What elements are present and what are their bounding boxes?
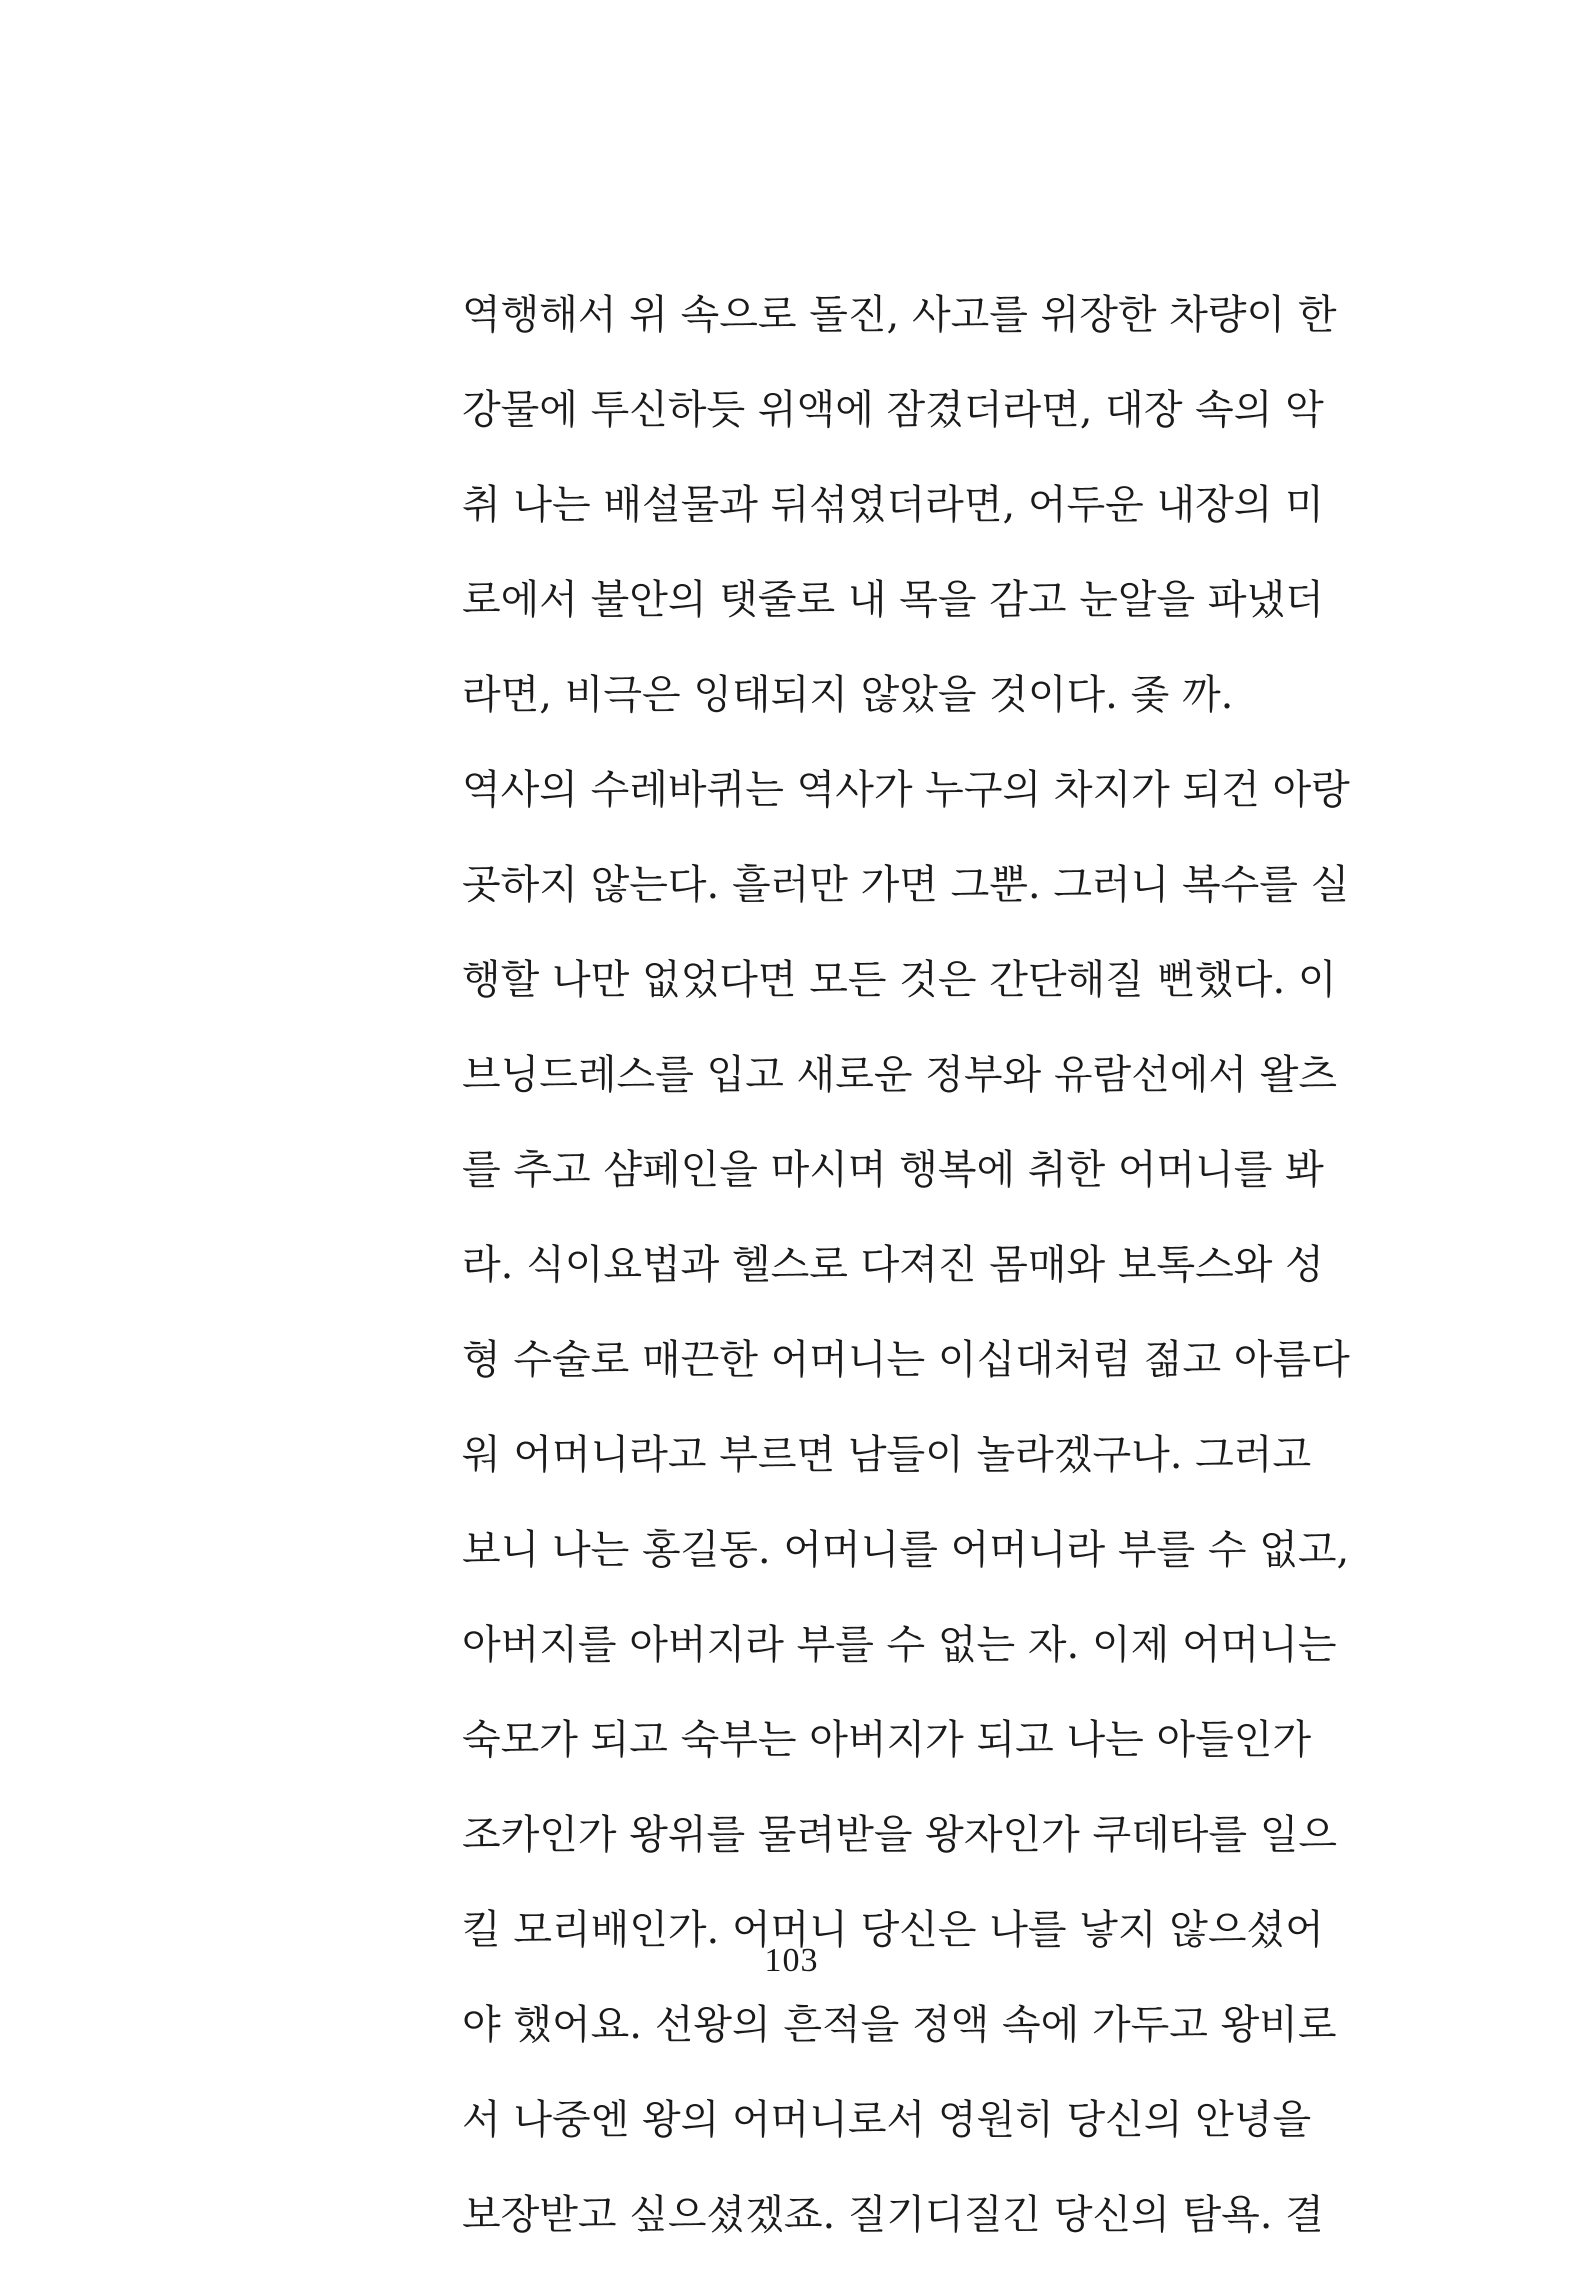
- text-line: 보장받고 싶으셨겠죠. 질기디질긴 당신의 탐욕. 결: [462, 2192, 1324, 2238]
- text-line: 보니 나는 홍길동. 어머니를 어머니라 부를 수 없고,: [462, 1527, 1350, 1573]
- text-line: 워 어머니라고 부르면 남들이 놀라겠구나. 그러고: [462, 1432, 1312, 1478]
- text-line: 브닝드레스를 입고 새로운 정부와 유람선에서 왈츠: [462, 1052, 1338, 1098]
- text-line: 숙모가 되고 숙부는 아버지가 되고 나는 아들인가: [462, 1717, 1312, 1763]
- text-line: 서 나중엔 왕의 어머니로서 영원히 당신의 안녕을: [462, 2097, 1312, 2143]
- text-line: 라. 식이요법과 헬스로 다져진 몸매와 보톡스와 성: [462, 1242, 1324, 1288]
- text-line: 행할 나만 없었다면 모든 것은 간단해질 뻔했다. 이: [462, 957, 1337, 1003]
- text-line: 형 수술로 매끈한 어머니는 이십대처럼 젊고 아름다: [462, 1337, 1350, 1383]
- page-number: 103: [764, 1942, 819, 1979]
- text-line: 킬 모리배인가. 어머니 당신은 나를 낳지 않으셨어: [462, 1907, 1324, 1953]
- text-line: 조카인가 왕위를 물려받을 왕자인가 쿠데타를 일으: [462, 1812, 1338, 1858]
- text-line: 강물에 투신하듯 위액에 잠겼더라면, 대장 속의 악: [462, 387, 1324, 433]
- text-line: 역사의 수레바퀴는 역사가 누구의 차지가 되건 아랑: [462, 767, 1350, 813]
- text-line: 취 나는 배설물과 뒤섞였더라면, 어두운 내장의 미: [462, 482, 1324, 528]
- text-line: 라면, 비극은 잉태되지 않았을 것이다. 좆 까.: [462, 672, 1234, 718]
- text-line: 아버지를 아버지라 부를 수 없는 자. 이제 어머니는: [462, 1622, 1337, 1668]
- text-line: 야 했어요. 선왕의 흔적을 정액 속에 가두고 왕비로: [462, 2002, 1337, 2048]
- text-line: 곳하지 않는다. 흘러만 가면 그뿐. 그러니 복수를 실: [462, 862, 1350, 908]
- text-line: 를 추고 샴페인을 마시며 행복에 취한 어머니를 봐: [462, 1147, 1324, 1193]
- text-line: 로에서 불안의 탯줄로 내 목을 감고 눈알을 파냈더: [462, 577, 1324, 623]
- text-line: 역행해서 위 속으로 돌진, 사고를 위장한 차량이 한: [462, 292, 1337, 338]
